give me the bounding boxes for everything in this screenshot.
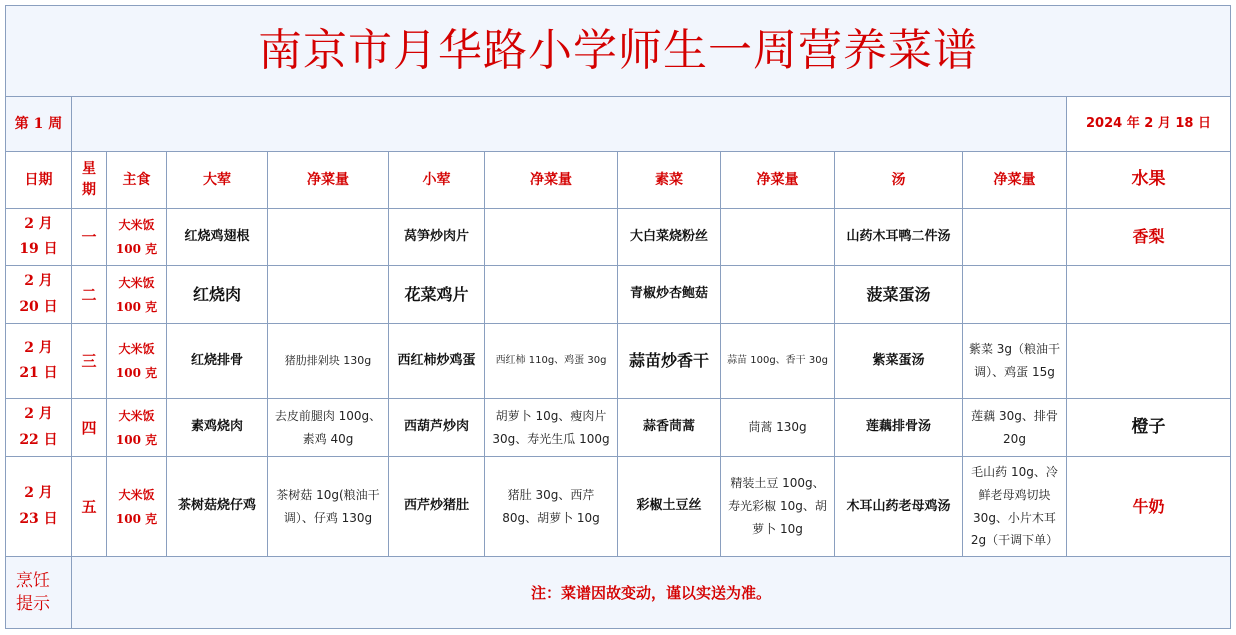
row-3-veg-qty: 蒜苗 100g、香干 30g	[721, 324, 835, 399]
row-2-soup: 菠菜蛋汤	[835, 266, 963, 324]
row-2-weekday: 二	[72, 266, 107, 324]
row-2-main-qty	[268, 266, 389, 324]
header-side-qty: 净菜量	[485, 152, 618, 209]
header-staple: 主食	[107, 152, 167, 209]
row-2-date: 2 月 20 日	[6, 266, 72, 324]
week-blank	[72, 97, 1067, 152]
row-5-veg-qty: 精装土豆 100g、寿光彩椒 10g、胡萝卜 10g	[721, 457, 835, 557]
row-3-main-dish: 红烧排骨	[167, 324, 268, 399]
row-2-veg-qty	[721, 266, 835, 324]
row-3-side-dish: 西红柿炒鸡蛋	[389, 324, 485, 399]
row-4-weekday: 四	[72, 399, 107, 457]
row-4-side-dish: 西葫芦炒肉	[389, 399, 485, 457]
footer-label: 烹饪提示	[6, 557, 72, 628]
row-2-fruit	[1067, 266, 1230, 324]
row-3-side-qty: 西红柿 110g、鸡蛋 30g	[485, 324, 618, 399]
week-label: 第 1 周	[6, 97, 72, 152]
row-2-veg: 青椒炒杏鲍菇	[618, 266, 721, 324]
row-3-weekday: 三	[72, 324, 107, 399]
row-5-veg: 彩椒土豆丝	[618, 457, 721, 557]
header-fruit: 水果	[1067, 152, 1230, 209]
header-soup: 汤	[835, 152, 963, 209]
header-side-dish: 小荤	[389, 152, 485, 209]
row-4-soup: 莲藕排骨汤	[835, 399, 963, 457]
row-1-date: 2 月 19 日	[6, 209, 72, 266]
row-1-fruit: 香梨	[1067, 209, 1230, 266]
row-1-main-qty	[268, 209, 389, 266]
header-weekday: 星期	[72, 152, 107, 209]
row-3-fruit	[1067, 324, 1230, 399]
row-2-side-qty	[485, 266, 618, 324]
row-4-side-qty: 胡萝卜 10g、瘦肉片 30g、寿光生瓜 100g	[485, 399, 618, 457]
row-1-soup-qty	[963, 209, 1067, 266]
footer-note: 注：菜谱因故变动，谨以实送为准。	[72, 557, 1230, 628]
row-4-date: 2 月 22 日	[6, 399, 72, 457]
row-1-weekday: 一	[72, 209, 107, 266]
row-5-soup-qty: 毛山药 10g、冷鲜老母鸡切块 30g、小片木耳 2g（干调下单）	[963, 457, 1067, 557]
row-5-side-qty: 猪肚 30g、西芹 80g、胡萝卜 10g	[485, 457, 618, 557]
row-2-main-dish: 红烧肉	[167, 266, 268, 324]
date-label: 2024 年 2 月 18 日	[1067, 97, 1230, 152]
header-main-dish: 大荤	[167, 152, 268, 209]
header-date: 日期	[6, 152, 72, 209]
row-4-veg-qty: 茼蒿 130g	[721, 399, 835, 457]
row-3-soup-qty: 紫菜 3g（粮油干调）、鸡蛋 15g	[963, 324, 1067, 399]
row-3-soup: 紫菜蛋汤	[835, 324, 963, 399]
header-veg-qty: 净菜量	[721, 152, 835, 209]
row-3-veg: 蒜苗炒香干	[618, 324, 721, 399]
row-1-side-dish: 莴笋炒肉片	[389, 209, 485, 266]
row-2-staple: 大米饭 100 克	[107, 266, 167, 324]
header-veg: 素菜	[618, 152, 721, 209]
row-5-weekday: 五	[72, 457, 107, 557]
row-1-staple: 大米饭 100 克	[107, 209, 167, 266]
row-2-side-dish: 花菜鸡片	[389, 266, 485, 324]
header-main-qty: 净菜量	[268, 152, 389, 209]
row-5-side-dish: 西芹炒猪肚	[389, 457, 485, 557]
row-4-fruit: 橙子	[1067, 399, 1230, 457]
row-5-main-qty: 茶树菇 10g(粮油干调）、仔鸡 130g	[268, 457, 389, 557]
row-5-staple: 大米饭 100 克	[107, 457, 167, 557]
row-1-soup: 山药木耳鸭二件汤	[835, 209, 963, 266]
row-1-side-qty	[485, 209, 618, 266]
row-5-date: 2 月 23 日	[6, 457, 72, 557]
row-1-veg-qty	[721, 209, 835, 266]
page-title: 南京市月华路小学师生一周营养菜谱	[6, 6, 1230, 97]
row-3-main-qty: 猪肋排剁块 130g	[268, 324, 389, 399]
row-2-soup-qty	[963, 266, 1067, 324]
row-5-main-dish: 茶树菇烧仔鸡	[167, 457, 268, 557]
header-soup-qty: 净菜量	[963, 152, 1067, 209]
row-5-fruit: 牛奶	[1067, 457, 1230, 557]
row-1-main-dish: 红烧鸡翅根	[167, 209, 268, 266]
row-3-date: 2 月 21 日	[6, 324, 72, 399]
row-4-main-dish: 素鸡烧肉	[167, 399, 268, 457]
row-4-staple: 大米饭 100 克	[107, 399, 167, 457]
row-5-soup: 木耳山药老母鸡汤	[835, 457, 963, 557]
row-1-veg: 大白菜烧粉丝	[618, 209, 721, 266]
row-3-staple: 大米饭 100 克	[107, 324, 167, 399]
row-4-soup-qty: 莲藕 30g、排骨 20g	[963, 399, 1067, 457]
menu-sheet	[5, 5, 1231, 629]
row-4-veg: 蒜香茼蒿	[618, 399, 721, 457]
row-4-main-qty: 去皮前腿肉 100g、素鸡 40g	[268, 399, 389, 457]
